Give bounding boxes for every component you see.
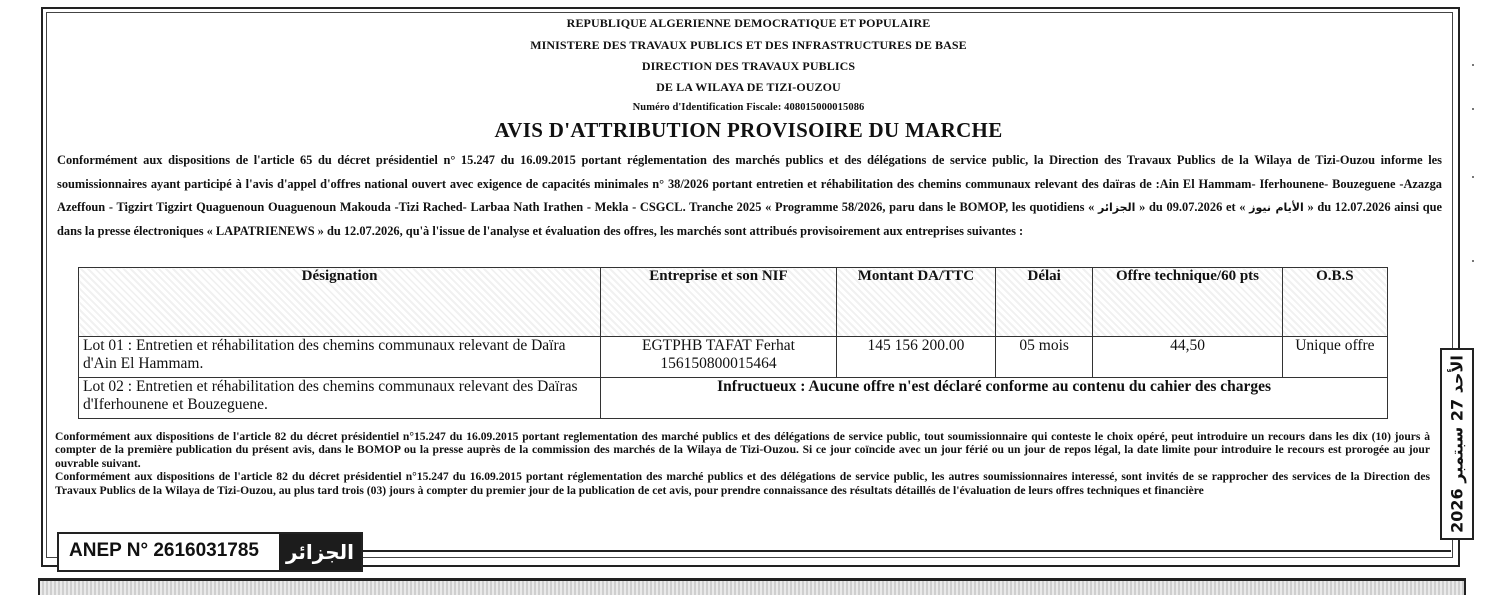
intro-arabic-newspaper-1: الجزائر — [1098, 201, 1136, 215]
col-designation: Désignation — [79, 268, 601, 337]
newspaper-logo: الجزائر — [279, 534, 361, 570]
header-direction: DIRECTION DES TRAVAUX PUBLICS — [641, 59, 856, 73]
intro-part-3: » du 12.07.2026 ainsi que dans la presse électroniques « LAPATRIENEWS » du 12.07.2026, qu'à l'issue de l'analyse et évaluation des offres, les marchés sont attribués provisoirement aux entreprises suivantes : — [57, 200, 1443, 238]
intro-arabic-newspaper-2: الأيام نيوز — [1249, 201, 1304, 215]
col-obs: O.B.S — [1282, 268, 1387, 337]
cell-montant: 145 156 200.00 — [836, 337, 995, 378]
table-header-row — [79, 268, 1388, 337]
cell-entreprise: EGTPHB TAFAT Ferhat 156150800015464 — [601, 337, 837, 378]
intro-part-1: Conformément aux dispositions de l'article 65 du décret présidentiel n° 15.247 du 16.09.2015 portant réglementation des marchés publics et des délégations de service public, la Direction des Travaux Publics de la Wilaya de Tizi-Ouzou informe les soumissionnaires ayant participé à l'avis d'appel d'offres national ouvert avec exigence de capacités minimales n° 38/2026 portant entretien et réhabilitation des chemins communaux relevant des daïras de :Ain El Hammam- Iferhounene- Bouzeguene -Azazga Azeffoun - Tigzirt Tigzirt Quaguenoun Ouaguenoun Makouda -Tizi Rached- Larbaa Nath Irathen - Mekla - CSGCL. Tranche 2025 « Programme 58/2026, paru dans le BOMOP, les quotidiens « — [57, 153, 1442, 215]
col-montant: Montant DA/TTC — [836, 268, 995, 337]
cell-delai: 05 mois — [996, 337, 1093, 378]
cell-obs: Unique offre — [1282, 337, 1387, 378]
margin-mark — [1472, 260, 1474, 262]
legal-paragraph-recours: Conformément aux dispositions de l'article 82 du décret présidentiel n°15.247 du 16.09.2015 portant reglementation des marché publics et des délégations de service public, tout soumissionnaire qui conteste le choix opéré, peut introduire un recours dans les dix (10) jours à compter de la première publication du présent avis, dans le BOMOP ou la presse auprès de la commission des marchés de la Wilaya de Tizi-Ouzou. Si ce jour coïncide avec un jour férié ou un jour de repos légal, la date limite pour introduire le recours est prorogée au jour ouvrable suivant. — [55, 430, 1430, 470]
cell-infructueux: Infructueux : Aucune offre n'est déclaré conforme au contenu du cahier des charges — [601, 378, 1388, 419]
anep-number: ANEP N° 2616031785 — [69, 540, 259, 561]
page-title: AVIS D'ATTRIBUTION PROVISOIRE DU MARCHE — [494, 118, 1003, 142]
anep-box — [57, 532, 363, 572]
table-row — [79, 337, 1388, 378]
header-wilaya: DE LA WILAYA DE TIZI-OUZOU — [656, 80, 841, 94]
header-ministry: MINISTERE DES TRAVAUX PUBLICS ET DES INFRASTRUCTURES DE BASE — [530, 38, 967, 52]
date-stamp-box — [1440, 348, 1474, 540]
intro-part-2: » du 09.07.2026 et « — [1139, 200, 1246, 215]
legal-text — [55, 430, 1430, 497]
table-row — [79, 378, 1388, 419]
margin-mark — [1472, 108, 1474, 110]
col-entreprise: Entreprise et son NIF — [601, 268, 837, 337]
attribution-table — [78, 267, 1388, 419]
cell-designation: Lot 01 : Entretien et réhabilitation des chemins communaux relevant de Daïra d'Ain El Hammam. — [79, 337, 601, 378]
margin-mark — [1472, 64, 1474, 66]
col-delai: Délai — [996, 268, 1093, 337]
header-republic: REPUBLIQUE ALGERIENNE DEMOCRATIQUE ET POPULAIRE — [566, 16, 931, 30]
cell-designation: Lot 02 : Entretien et réhabilitation des chemins communaux relevant des Daïras d'Iferhounene et Bouzeguene. — [79, 378, 601, 419]
date-stamp: الأحد 27 سبتمبر 2026 — [1447, 355, 1467, 533]
intro-paragraph — [57, 149, 1442, 243]
legal-paragraph-consultation: Conformément aux dispositions de l'article 82 du décret présidentiel n°15.247 du 16.09.2015 portant réglementation des marché publics et des délégations de service public, les autres soumissionnaires interessé, sont invités de se rapprocher des services de la Direction des Travaux Publics de la Wilaya de Tizi-Ouzou, au plus tard trois (03) jours à compter du premier jour de la publication de cet avis, pour prendre connaissance des résultats détaillés de l'évaluation de leurs offres techniques et financière — [55, 470, 1430, 497]
footer-rule — [359, 550, 1451, 552]
col-offre: Offre technique/60 pts — [1093, 268, 1282, 337]
next-notice-border — [38, 578, 1466, 595]
header-nif: Numéro d'Identification Fiscale: 408015000015086 — [632, 102, 865, 113]
cell-offre: 44,50 — [1093, 337, 1282, 378]
margin-mark — [1472, 176, 1474, 178]
